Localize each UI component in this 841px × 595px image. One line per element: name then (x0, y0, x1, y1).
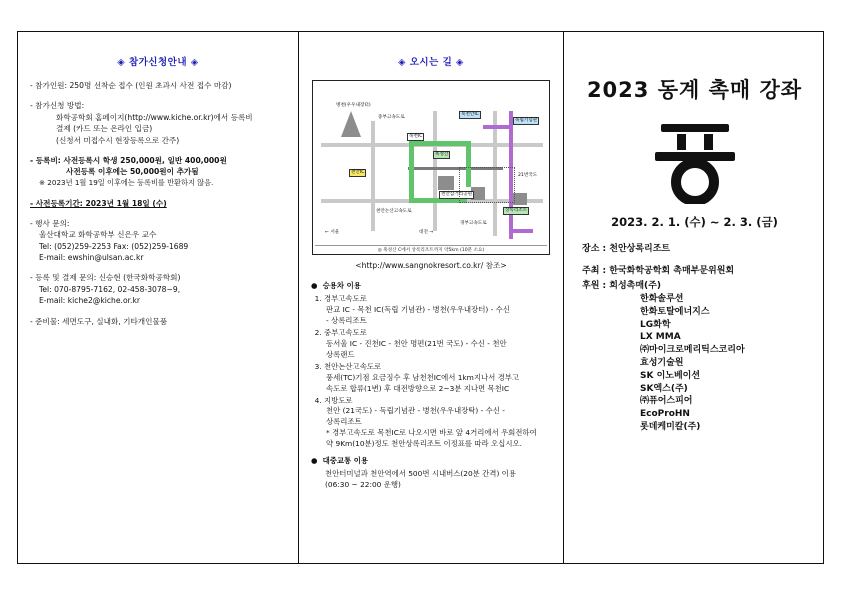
bus-directions-heading: ● 대중교통 이용 (311, 456, 369, 466)
bus-line: 천안터미널과 천안역에서 500번 시내버스(20분 간격) 이용 (325, 469, 516, 479)
map-label: 독립기념관 (515, 118, 538, 123)
registration-block (30, 272, 286, 306)
car-directions-list (311, 294, 551, 450)
sponsor-item: ㈜퓨어스피어 (640, 396, 693, 407)
map-building-icon (513, 193, 527, 205)
page-title: 2023 동계 촉매 강좌 (586, 78, 803, 102)
sponsor-item: SK 이노베이션 (640, 370, 701, 381)
fee-note: ※ 2023년 1월 19일 이후에는 등록비를 반환하지 않음. (39, 177, 214, 187)
logo-container (576, 118, 813, 204)
sponsor-list (576, 293, 813, 433)
route-title: 중부고속도로 (324, 327, 367, 337)
map-purple-route (509, 229, 533, 233)
event-place: 천안상록리조트 (609, 244, 671, 254)
bus-line: (06:30 ~ 22:00 운행) (325, 480, 401, 490)
event-sponsor-first: 희성촉매(주) (609, 280, 661, 291)
map-footnote: ◎ 흑성산 C에서 상록리조트까지 약5km (10분 소요) (315, 245, 547, 253)
contact-line: 울산대학교 화학공학부 신은우 교수 (39, 230, 157, 240)
event-host-row: 주최 : 한국화학공학회 촉매부문위원회 (582, 266, 735, 277)
contact-line: E-mail: ewshin@ulsan.ac.kr (39, 253, 144, 263)
event-info (576, 242, 813, 293)
directions-column (299, 32, 563, 563)
sponsor-item: LX MMA (640, 332, 681, 343)
list-item (324, 294, 551, 327)
map-label: 흑성산 (435, 152, 449, 157)
list-item (324, 328, 551, 361)
route-line: 상록리조트 (326, 417, 362, 427)
map-caption: <http://www.sangnokresort.co.kr/ 참조> (355, 261, 507, 270)
items-line: - 준비물: 세면도구, 실내화, 기타개인물품 (30, 316, 168, 326)
registration-title: ◈ 참가신청안내 ◈ (117, 57, 199, 68)
route-note: 약 9Km(10분)정도 천안상록리조트 이정표를 따라 오십시오. (326, 439, 522, 449)
sponsor-item: LG화학 (640, 319, 671, 330)
map-label-resort: 상록리조트 (505, 208, 528, 213)
contact-line: - 행사 문의: (30, 218, 70, 228)
map-purple-route (483, 125, 513, 129)
registration-column (18, 32, 298, 563)
registration-block (30, 218, 286, 264)
brochure-sheet (17, 31, 824, 564)
fee-line: 사전등록 이후에는 50,000원이 추가됨 (66, 167, 199, 177)
map-label: 천안삼거리공원 (441, 192, 473, 197)
spacer (582, 256, 813, 264)
event-place-row: 장소 : 천안상록리조트 (582, 244, 671, 254)
map-label: 목천IC (409, 134, 423, 139)
map-label: 경부고속도로 (460, 221, 487, 226)
registration-block (30, 316, 286, 327)
route-line: 속도로 합류(1변) 후 대전방향으로 2~3분 지나면 목천IC (326, 383, 510, 393)
contact-line: Tel: (052)259-2253 Fax: (052)259-1689 (39, 241, 189, 251)
location-map (312, 80, 550, 255)
registration-block (30, 100, 286, 146)
map-direction-seoul: ← 서울 (325, 230, 340, 235)
sponsor-item: EcoProHN (640, 409, 690, 420)
sponsor-item: 롯데케미칼(주) (640, 421, 701, 432)
event-date: 2023. 2. 1. (수) ~ 2. 3. (금) (611, 215, 778, 229)
map-label: 병천(우우내장터) (336, 103, 371, 108)
map-label-cheonan-ic: 천안IC (351, 170, 365, 175)
map-label: 중부고속도로 (378, 115, 405, 120)
registration-line: (신청서 미접수시 현장등록으로 간주) (56, 135, 180, 145)
payment-contact-line: Tel: 070-8795-7162, 02-458-3078~9, (39, 284, 181, 294)
map-mountain-icon (341, 111, 361, 137)
registration-block (30, 80, 286, 91)
car-directions-heading: ● 승용차 이용 (311, 281, 361, 290)
map-highlight-area (459, 167, 515, 203)
fee-line: - 등록비: 사전등록시 학생 250,000원, 일반 400,000원 (30, 155, 227, 165)
sponsor-item: SK엑스(주) (640, 383, 688, 394)
map-green-route (409, 141, 471, 146)
payment-contact-line: - 등록 및 결제 문의: 신승현 (한국화학공학회) (30, 273, 181, 283)
map-direction-daejeon: 대전 → (419, 230, 434, 235)
sponsor-item: ㈜마이크로메리틱스코리아 (640, 345, 745, 356)
car-directions (311, 281, 551, 491)
registration-block (30, 198, 286, 209)
directions-title: ◈ 오시는 길 ◈ (398, 57, 464, 68)
route-line: 천안 (21국도) - 독립기념관 - 병천(우우내장탁) - 수신 - (326, 406, 505, 416)
list-item (324, 362, 551, 395)
map-label: 북천안IC (461, 112, 479, 117)
event-sponsor-row: 후원 : 희성촉매(주) (582, 280, 661, 291)
map-building-icon (438, 176, 454, 190)
registration-line: - 참가신청 방법: (30, 101, 85, 111)
map-label: 21번국도 (518, 173, 538, 178)
catalysis-logo-icon (641, 118, 749, 204)
registration-block (30, 155, 286, 189)
route-line: 동서울 IC - 진천IC - 천안 명편(21번 국도) - 수신 - 천안 (326, 338, 507, 348)
poster-column (564, 32, 825, 563)
route-line: 풍세(TC)기점 요금징수 후 남천천IC에서 1km지나서 경부고 (326, 372, 520, 382)
route-line: 판교 IC - 목천 IC(독립 기념관) - 병천(우우내장터) - 수신 (326, 304, 510, 314)
list-item (324, 396, 551, 451)
map-green-route (409, 141, 414, 203)
event-host: 한국화학공학회 촉매부문위원회 (609, 266, 735, 277)
registration-line: - 참가인원: 250명 선착순 접수 (인원 초과시 사전 접수 마감) (30, 81, 232, 90)
map-label: 천안논산고속도로 (376, 209, 412, 214)
route-title: 천안논산고속도로 (324, 361, 382, 371)
route-note: * 경부고속도로 목천IC로 나오시면 바로 앞 4거리에서 우회전하여 (326, 428, 537, 438)
route-title: 경부고속도로 (324, 293, 367, 303)
sponsor-item: 한화솔루션 (640, 294, 684, 305)
sponsor-item: 한화토탈에너지스 (640, 306, 710, 317)
route-title: 지방도로 (324, 395, 353, 405)
deadline-line: - 사전등록기간: 2023년 1월 18일 (수) (30, 198, 167, 208)
payment-contact-line: E-mail: kiche2@kiche.or.kr (39, 296, 140, 306)
registration-line: 화학공학회 홈페이지(http://www.kiche.or.kr)에서 등록비 (56, 112, 253, 122)
map-road-vertical (433, 111, 437, 231)
route-line: 상록랜드 (326, 349, 355, 359)
registration-line: 결제 (카드 또는 온라인 입금) (56, 124, 153, 134)
route-line: - 상록리조트 (326, 315, 367, 325)
sponsor-item: 효성기술원 (640, 358, 684, 368)
